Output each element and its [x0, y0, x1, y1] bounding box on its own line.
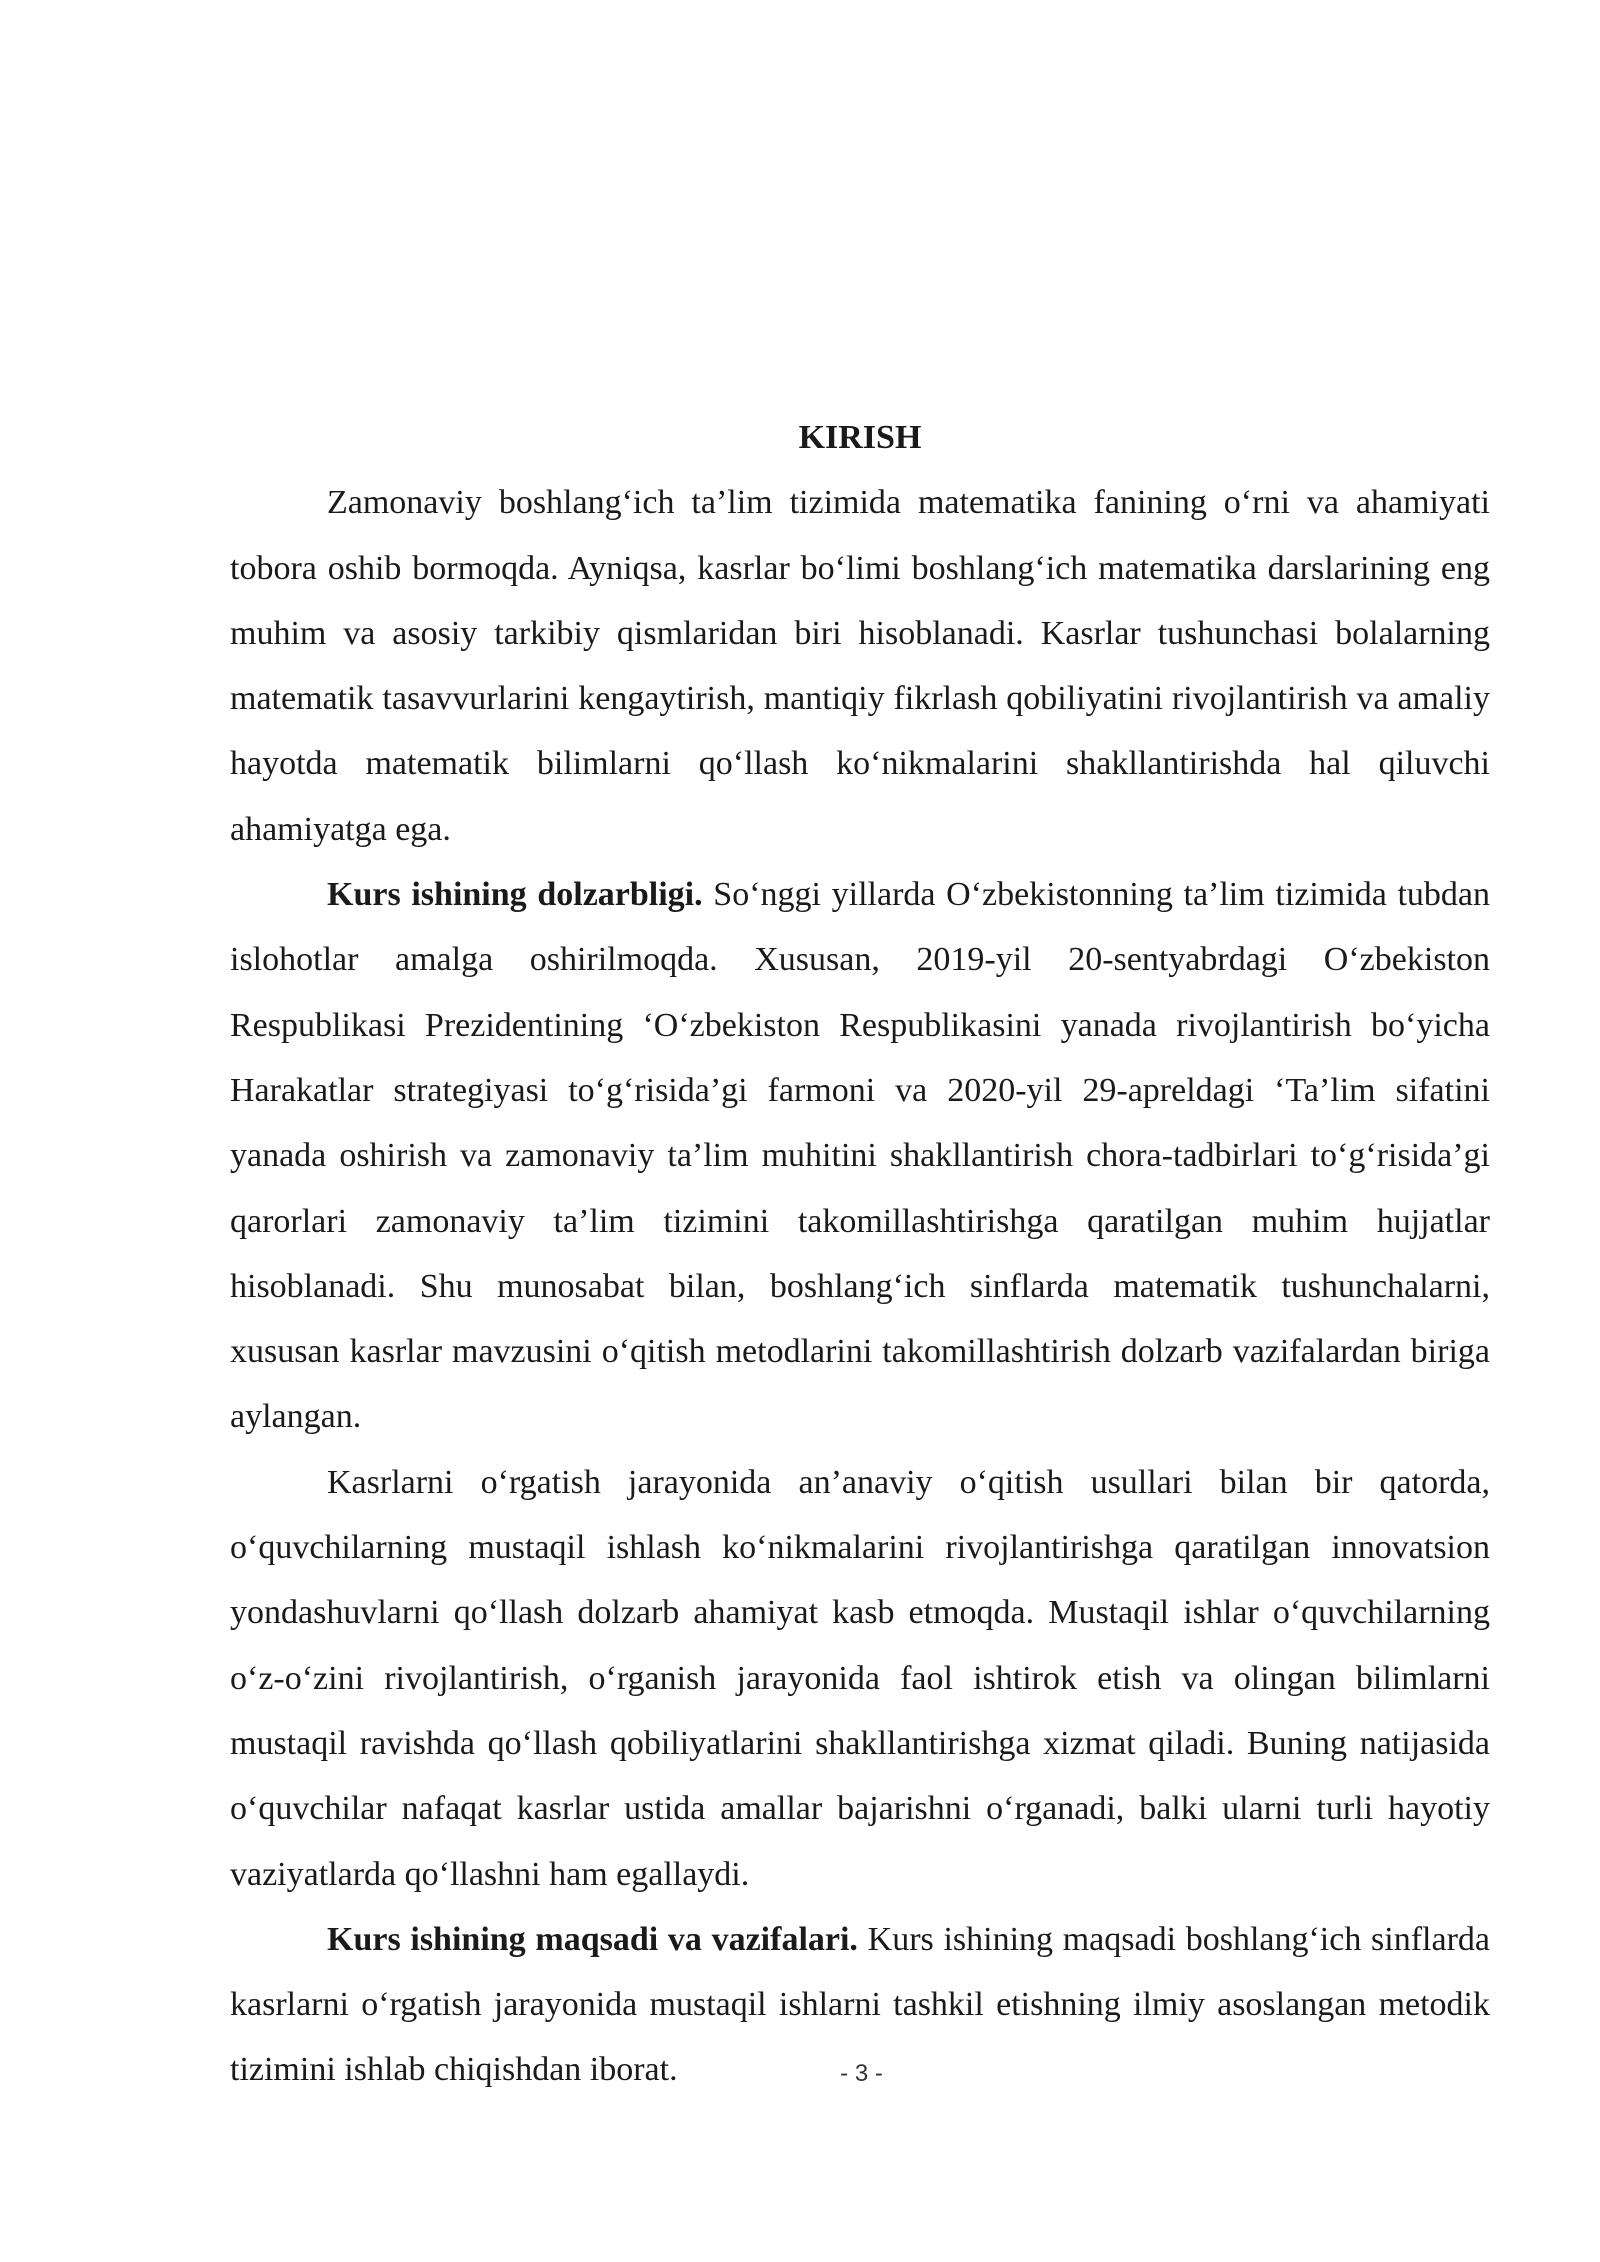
paragraph-methods	[230, 1450, 1490, 1907]
paragraph-text: Kasrlarni o‘rgatish jarayonida an’anaviy o‘qitish usullari bilan bir qatorda, o‘quvchilarning mustaqil ishlash ko‘nikmalarini rivojlantirishga qaratilgan innovatsion yondashuvlarni qo‘llash dolzarb ahamiyat kasb etmoqda. Mustaqil ishlar o‘quvchilarning o‘z-o‘zini rivojlantirish, o‘rganish jarayonida faol ishtirok etish va olingan bilimlarni mustaqil ravishda qo‘llash qobiliyatlarini shakllantirishga xizmat qiladi. Buning natijasida o‘quvchilar nafaqat kasrlar ustida amallar bajarishni o‘rganadi, balki ularni turli hayotiy vaziyatlarda qo‘llashni ham egallaydi.	[230, 1463, 1490, 1893]
paragraph-intro	[230, 470, 1490, 862]
paragraph-text: Kurs ishining maqsadi boshlang‘ich sinflarda kasrlarni o‘rgatish jarayonida mustaqil ishlarni tashkil etishning ilmiy asoslangan metodik tizimini ishlab chiqishdan iborat.	[230, 1920, 1490, 2089]
section-title: KIRISH	[798, 419, 922, 456]
page-number: - 3 -	[840, 2060, 883, 2087]
paragraph-lead-heading: Kurs ishining dolzarbligi.	[327, 876, 703, 914]
document-body	[230, 405, 1490, 2103]
paragraph-lead-heading: Kurs ishining maqsadi va vazifalari.	[327, 1920, 858, 1958]
paragraph-text: So‘nggi yillarda O‘zbekistonning ta’lim tizimida tubdan islohotlar amalga oshirilmoqda. Xususan, 2019-yil 20-sentyabrdagi O‘zbekiston Respublikasi Prezidentining ‘O‘zbekiston Respublikasini yanada rivojlantirish bo‘yicha Harakatlar strategiyasi to‘g‘risida’gi farmoni va 2020-yil 29-apreldagi ‘Ta’lim sifatini yanada oshirish va zamonaviy ta’lim muhitini shakllantirish chora-tadbirlari to‘g‘risida’gi qarorlari zamonaviy ta’lim tizimini takomillashtirishga qaratilgan muhim hujjatlar hisoblanadi. Shu munosabat bilan, boshlang‘ich sinflarda matematik tushunchalarni, xususan kasrlar mavzusini o‘qitish metodlarini takomillashtirish dolzarb vazifalardan biriga aylangan.	[230, 876, 1490, 1436]
paragraph-text: Zamonaviy boshlang‘ich ta’lim tizimida matematika fanining o‘rni va ahamiyati tobora oshib bormoqda. Ayniqsa, kasrlar bo‘limi boshlang‘ich matematika darslarining eng muhim va asosiy tarkibiy qismlaridan biri hisoblanadi. Kasrlar tushunchasi bolalarning matematik tasavvurlarini kengaytirish, mantiqiy fikrlash qobiliyatini rivojlantirish va amaliy hayotda matematik bilimlarni qo‘llash ko‘nikmalarini shakllantirishda hal qiluvchi ahamiyatga ega.	[230, 484, 1490, 848]
paragraph-relevance	[230, 862, 1490, 1450]
